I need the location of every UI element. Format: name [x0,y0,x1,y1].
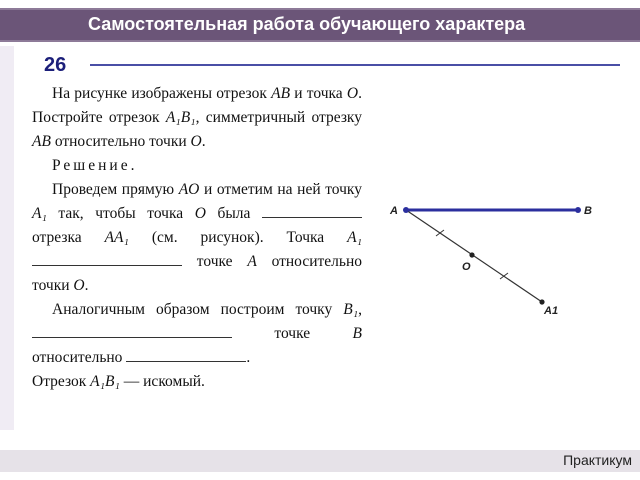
point-b [575,207,581,213]
point-a1-label: A₁ [347,229,362,246]
footer-bar [0,450,640,472]
condition-text: , симметричный отрезку [195,109,362,126]
title-bar [0,8,640,42]
step-text: , [358,301,362,318]
step-text: отрезка [32,229,105,246]
answer-blank[interactable] [126,349,246,362]
step-text: . [84,277,89,294]
solution-step-1 [32,178,362,298]
point-b1-label: B₁ [343,301,359,318]
step-text: . [246,349,251,366]
step-text: Аналогичным образом построим точку [52,301,344,318]
task-condition [32,82,362,154]
point-a-label: A [247,253,257,270]
point-o-label: O [190,133,202,150]
footer-label: Практикум [563,452,632,468]
page-title: Самостоятельная работа обучающего характера [88,14,526,34]
segment-a1b1-label: A₁B₁ [90,373,120,390]
point-o-label: O [346,85,359,102]
solution-step-2 [32,298,362,370]
label-o: O [462,261,471,273]
condition-text: относительно точки [50,133,191,150]
task-number: 26 [44,54,67,76]
result-text: — искомый. [119,373,205,390]
solution-result [32,370,362,394]
point-a1-label: A₁ [32,205,47,222]
solution-heading: Решение. [52,157,138,174]
condition-text: На рисунке изображены отрезок [52,85,272,102]
step-text: точке [232,325,353,342]
task-text [32,82,362,394]
segment-a1b1-label: A₁B₁ [165,109,196,126]
answer-blank[interactable] [262,205,362,218]
answer-blank[interactable] [32,253,182,266]
step-text: относительно точки [32,253,362,294]
condition-text: и точка [290,85,347,102]
segment-ab-label: AB [271,85,291,102]
condition-text: . [201,133,206,150]
point-a1 [539,299,544,304]
task-number-divider [90,64,620,66]
step-text: была [205,205,262,222]
label-a: A [390,205,398,217]
geometry-diagram [370,190,610,330]
condition-text: . Постройте отрезок [32,85,362,126]
point-o-label: O [73,277,85,294]
point-a [403,207,409,213]
label-a1: A1 [544,305,559,317]
segment-ab-label: AB [32,133,51,150]
step-text: (см. рисунок). Точка [128,229,348,246]
step-text: относительно [32,349,127,366]
point-o-label: O [194,205,206,222]
step-text: и отметим на ней точку [199,181,362,198]
segment-aa1-label: AA₁ [104,229,129,246]
label-b: B [584,205,592,217]
step-text: так, чтобы точка [46,205,195,222]
step-text: Проведем прямую [52,181,179,198]
point-o [469,252,474,257]
point-b-label: B [352,325,362,342]
answer-blank[interactable] [32,325,232,338]
result-text: Отрезок [32,373,91,390]
step-text: точке [182,253,248,270]
line-ao-label: AO [178,181,200,198]
left-margin-band [0,46,14,430]
